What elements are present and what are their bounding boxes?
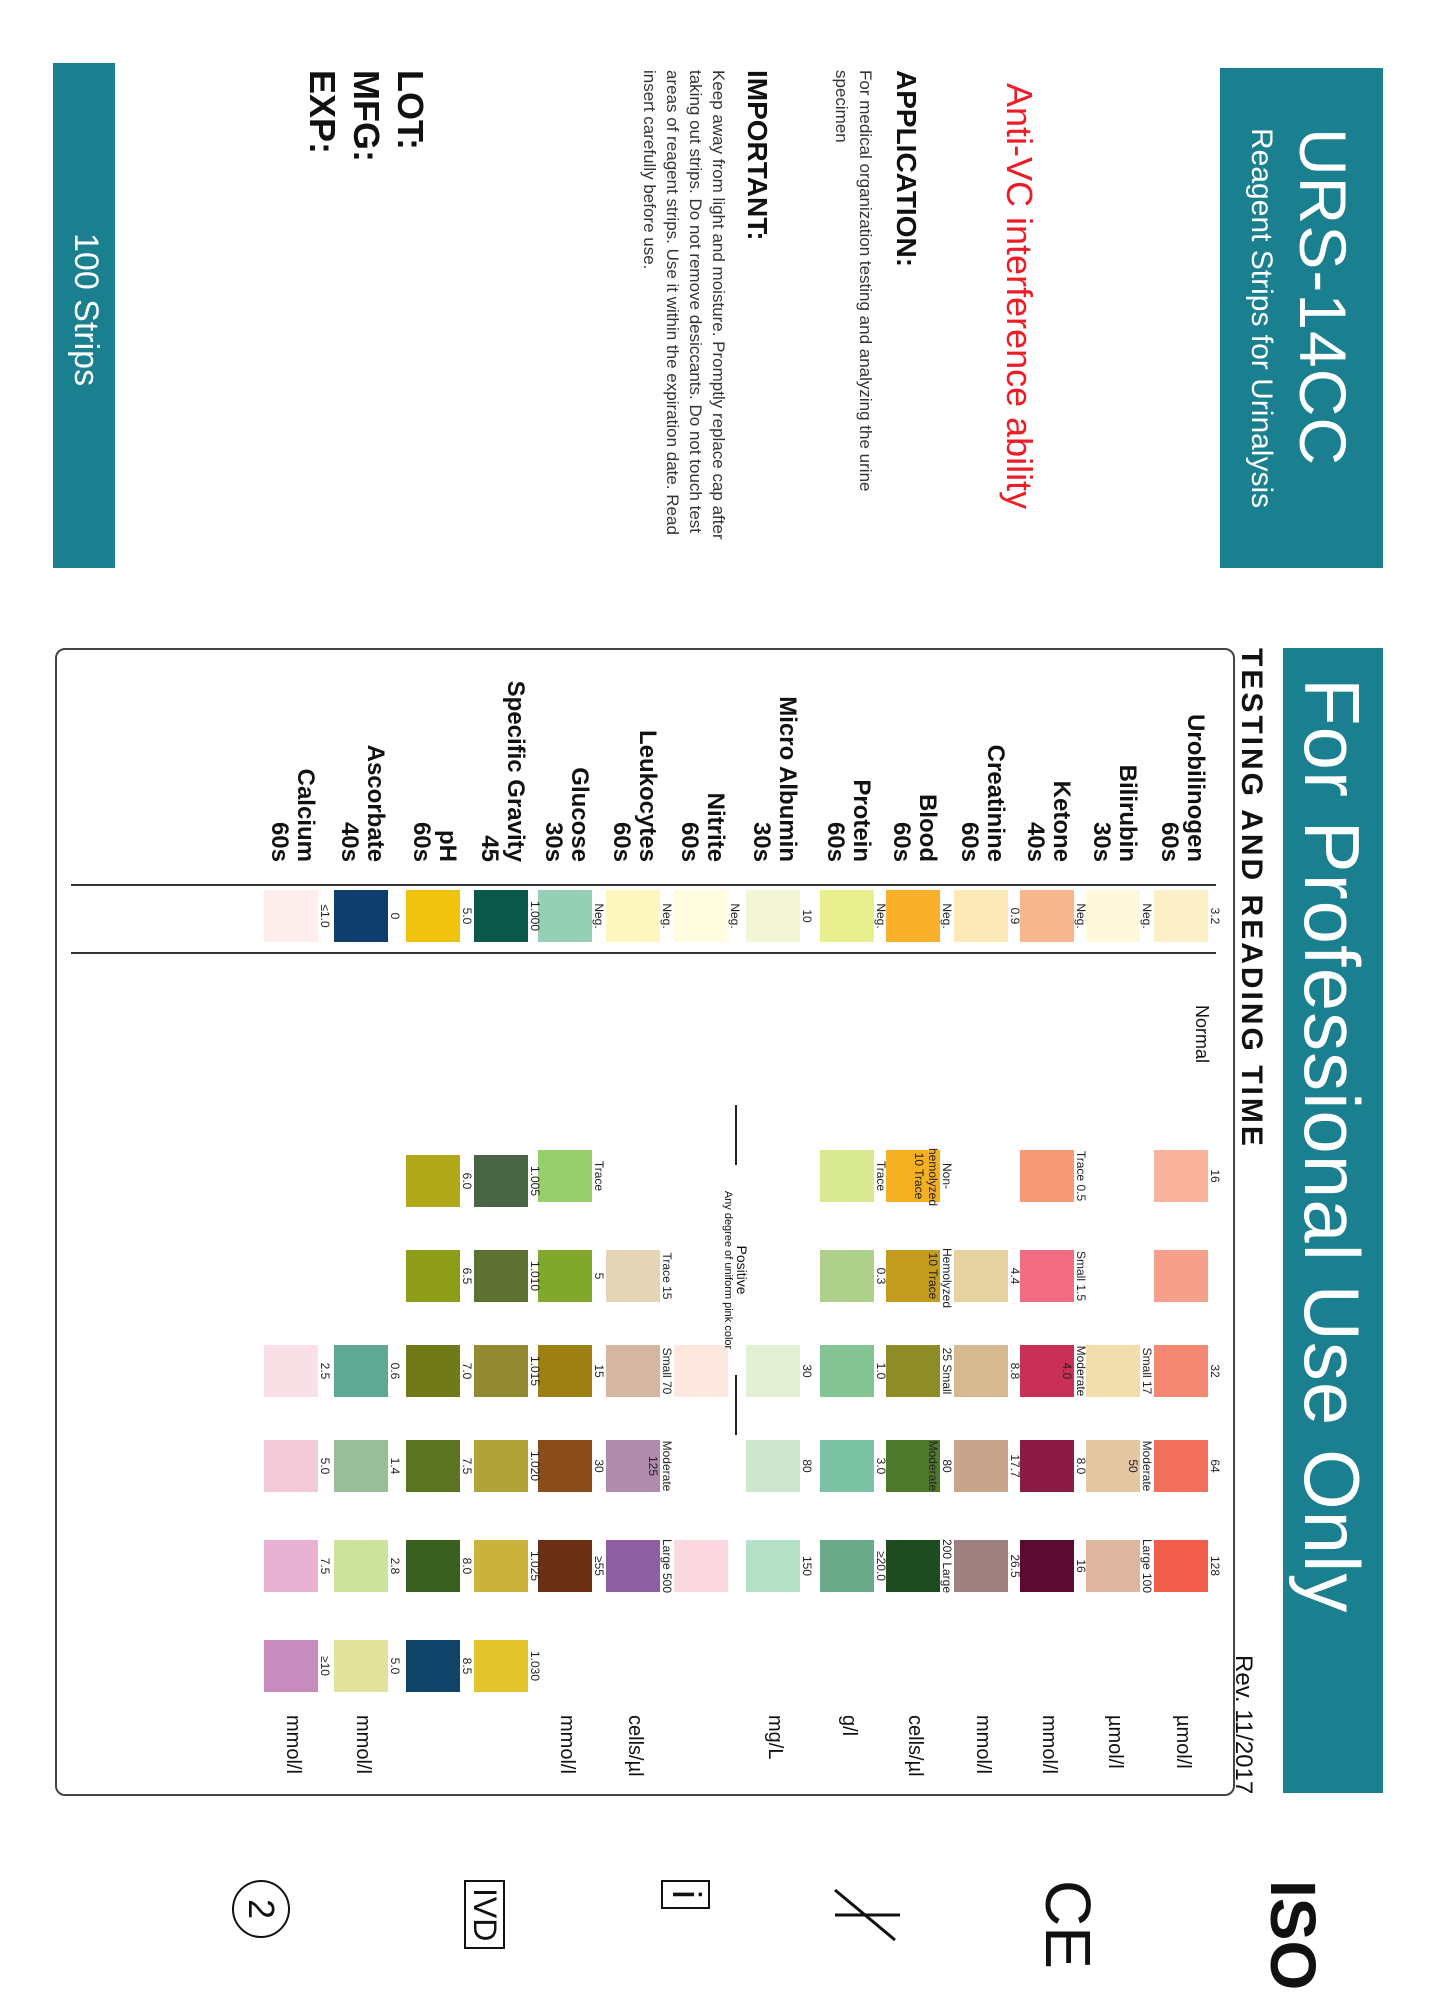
- swatch-value: 1.020: [528, 1450, 542, 1482]
- color-swatch: [674, 1540, 728, 1592]
- color-swatch: [820, 1250, 874, 1302]
- swatch-value: 4.4: [1008, 1267, 1022, 1285]
- swatch-value: 1.025: [528, 1550, 542, 1582]
- swatch-value: 8.0: [460, 1557, 474, 1575]
- swatch-value: 17.7: [1008, 1454, 1022, 1478]
- header-title: For Professional Use Only: [1288, 678, 1376, 1614]
- application-heading: APPLICATION:: [891, 70, 922, 268]
- swatch-value: 5.0: [318, 1457, 332, 1475]
- color-swatch: [406, 890, 460, 942]
- swatch-value: 200 Large: [940, 1538, 954, 1594]
- swatch-value: 1.000: [528, 900, 542, 932]
- color-swatch: [406, 1540, 460, 1592]
- swatch-value: 128: [1208, 1555, 1222, 1577]
- swatch-value: Neg.: [1074, 903, 1088, 929]
- swatch-value: Trace: [874, 1160, 888, 1192]
- positive-range-line: [735, 1105, 737, 1165]
- color-swatch: [1020, 1250, 1074, 1302]
- swatch-value: ≤1.0: [318, 904, 332, 928]
- color-swatch: [954, 1440, 1008, 1492]
- swatch-value: 5.0: [460, 907, 474, 925]
- swatch-value: 8.5: [460, 1657, 474, 1675]
- color-swatch: [954, 1345, 1008, 1397]
- unit-label: mmol/l: [972, 1715, 994, 1774]
- swatch-value: 150: [800, 1555, 814, 1577]
- feature-text: Anti-VC interference ability: [999, 83, 1040, 510]
- exp-label: EXP:: [302, 70, 343, 155]
- color-swatch: [674, 1345, 728, 1397]
- row-name: [608, 662, 660, 862]
- color-swatch: [474, 1155, 528, 1207]
- color-swatch: [538, 1250, 592, 1302]
- row-name: [888, 662, 940, 862]
- color-swatch: [474, 1345, 528, 1397]
- color-swatch: [406, 1345, 460, 1397]
- swatch-value: Trace 15: [660, 1252, 674, 1300]
- swatch-value: 0: [388, 912, 402, 920]
- read-time: 60s: [822, 821, 849, 862]
- unit-label: mmol/l: [282, 1715, 304, 1774]
- analyte-name: Glucose: [566, 767, 593, 862]
- swatch-value: 1.005: [528, 1165, 542, 1197]
- color-swatch: [820, 1440, 874, 1492]
- analyte-name: pH: [434, 830, 461, 862]
- swatch-value: 8.0: [1074, 1457, 1088, 1475]
- color-swatch: [264, 890, 318, 942]
- unit-label: mmol/l: [556, 1715, 578, 1774]
- row-name: [1088, 662, 1140, 862]
- analyte-name: Specific Gravity: [502, 680, 529, 862]
- color-swatch: [264, 1540, 318, 1592]
- row-name: [1022, 662, 1074, 862]
- swatch-value: 1.4: [388, 1457, 402, 1475]
- color-swatch: [538, 1150, 592, 1202]
- swatch-value: Neg.: [592, 903, 606, 929]
- analyte-name: Protein: [848, 779, 875, 862]
- color-swatch: [264, 1345, 318, 1397]
- swatch-value: Large 100: [1140, 1538, 1154, 1594]
- color-swatch: [954, 890, 1008, 942]
- single-use-icon: 2: [232, 1880, 290, 1938]
- unit-label: µmol/l: [1104, 1715, 1126, 1769]
- color-swatch: [474, 1250, 528, 1302]
- color-swatch: [1154, 1150, 1208, 1202]
- positive-note: Any degree of uniform pink color: [722, 1190, 734, 1350]
- swatch-value: Neg.: [728, 903, 742, 929]
- unit-label: mmol/l: [352, 1715, 374, 1774]
- swatch-value: 0.9: [1008, 907, 1022, 925]
- strip-count-box: [53, 63, 115, 568]
- color-swatch: [334, 890, 388, 942]
- temperature-limit-icon: [815, 1880, 915, 1950]
- swatch-value: ≥20.0: [874, 1551, 888, 1581]
- positive-label: Positive: [734, 1245, 750, 1295]
- read-time: 60s: [956, 821, 983, 862]
- swatch-value: 32: [1208, 1364, 1222, 1378]
- color-swatch: [334, 1640, 388, 1692]
- swatch-value: 25 Small: [940, 1347, 954, 1395]
- swatch-value: ≥55: [592, 1556, 606, 1576]
- read-time: 30s: [1088, 821, 1115, 862]
- row-name: [1156, 662, 1208, 862]
- read-time: 45: [476, 835, 503, 862]
- read-time: 60s: [266, 821, 293, 862]
- swatch-value: 5: [592, 1272, 606, 1280]
- color-swatch: [334, 1345, 388, 1397]
- swatch-value: Neg.: [660, 903, 674, 929]
- swatch-value: 2.5: [318, 1362, 332, 1380]
- product-name: URS-14CC: [1286, 128, 1360, 467]
- row-name: [476, 662, 528, 862]
- color-swatch: [746, 890, 800, 942]
- analyte-name: Calcium: [292, 768, 319, 862]
- swatch-value: Moderate 50: [1126, 1440, 1154, 1492]
- swatch-value: Neg.: [874, 903, 888, 929]
- color-swatch: [474, 890, 528, 942]
- strip-count: 100 Strips: [67, 233, 105, 387]
- iso-icon: ISO: [1257, 1880, 1329, 1991]
- row-name: [266, 662, 318, 862]
- swatch-value: 3.2: [1208, 907, 1222, 925]
- swatch-value: Neg.: [940, 903, 954, 929]
- read-time: 40s: [1022, 821, 1049, 862]
- color-swatch: [820, 1345, 874, 1397]
- swatch-value: 7.5: [460, 1457, 474, 1475]
- read-time: 60s: [408, 821, 435, 862]
- color-swatch: [1086, 890, 1140, 942]
- swatch-value: 80: [800, 1459, 814, 1473]
- analyte-name: Ascorbate: [362, 744, 389, 862]
- swatch-value: 1.030: [528, 1650, 542, 1682]
- color-swatch: [954, 1540, 1008, 1592]
- analyte-name: Nitrite: [702, 792, 729, 862]
- swatch-value: Small 17: [1140, 1347, 1154, 1395]
- swatch-value: Large 500: [660, 1538, 674, 1594]
- analyte-name: Bilirubin: [1114, 764, 1141, 862]
- mfg-label: MFG:: [346, 70, 387, 162]
- color-swatch: [1020, 890, 1074, 942]
- color-swatch: [746, 1540, 800, 1592]
- row-name: [676, 662, 728, 862]
- unit-label: cells/µl: [624, 1715, 646, 1777]
- color-swatch: [606, 1345, 660, 1397]
- color-swatch: [886, 1345, 940, 1397]
- read-time: 60s: [676, 821, 703, 862]
- swatch-value: Moderate 4.0: [1060, 1345, 1088, 1397]
- color-swatch: [746, 1345, 800, 1397]
- swatch-value: 0.3: [874, 1267, 888, 1285]
- color-swatch: [538, 1440, 592, 1492]
- swatch-value: 26.5: [1008, 1554, 1022, 1578]
- row-name: [408, 662, 460, 862]
- ivd-icon: IVD: [464, 1880, 505, 1949]
- application-text: For medical organization testing and analyzing the urine specimen: [832, 70, 875, 492]
- color-swatch: [820, 1540, 874, 1592]
- analyte-name: Micro Albumin: [774, 696, 801, 862]
- color-swatch: [406, 1155, 460, 1207]
- product-title-box: [1220, 68, 1383, 568]
- color-swatch: [606, 1250, 660, 1302]
- swatch-value: 8.8: [1008, 1362, 1022, 1380]
- swatch-value: Trace 0.5: [1074, 1150, 1088, 1202]
- color-swatch: [1086, 1345, 1140, 1397]
- swatch-value: 7.0: [460, 1362, 474, 1380]
- swatch-value: 7.5: [318, 1557, 332, 1575]
- analyte-name: Ketone: [1048, 780, 1075, 862]
- testing-reading-time: TESTING AND READING TIME: [1235, 648, 1268, 1149]
- professional-header: [1283, 648, 1383, 1793]
- important-heading: IMPORTANT:: [742, 70, 773, 241]
- analyte-name: Urobilinogen: [1182, 714, 1209, 862]
- swatch-value: 16: [1074, 1559, 1088, 1573]
- important-text: Keep away from light and moisture. Promptly replace cap after taking out strips. Do not remove desiccants. Do not touch test areas of reagent strips. Use it within the expiration date. Read insert carefully before use.: [640, 70, 728, 540]
- swatch-value: ≥10: [318, 1656, 332, 1676]
- swatch-value: 5.0: [388, 1657, 402, 1675]
- swatch-value: 1.0: [874, 1362, 888, 1380]
- color-swatch: [674, 890, 728, 942]
- swatch-value: 64: [1208, 1459, 1222, 1473]
- read-time: 60s: [1156, 821, 1183, 862]
- color-swatch: [1020, 1150, 1074, 1202]
- color-swatch: [746, 1440, 800, 1492]
- color-swatch: [406, 1440, 460, 1492]
- swatch-value: Neg.: [1140, 903, 1154, 929]
- swatch-value: 16: [1208, 1169, 1222, 1183]
- analyte-name: Blood: [914, 794, 941, 862]
- analyte-name: Creatinine: [982, 744, 1009, 862]
- swatch-value: 30: [592, 1459, 606, 1473]
- ce-mark-icon: CE: [1032, 1880, 1104, 1969]
- read-time: 60s: [888, 821, 915, 862]
- swatch-value: 1.010: [528, 1260, 542, 1292]
- unit-label: cells/µl: [904, 1715, 926, 1777]
- row-name: [336, 662, 388, 862]
- color-swatch: [1154, 1250, 1208, 1302]
- swatch-value: Small 1.5: [1074, 1250, 1088, 1302]
- color-swatch: [334, 1540, 388, 1592]
- color-swatch: [474, 1640, 528, 1692]
- swatch-value: 10: [800, 909, 814, 923]
- lot-mfg-exp: [300, 70, 432, 162]
- swatch-value: 30: [800, 1364, 814, 1378]
- color-swatch: [406, 1250, 460, 1302]
- color-swatch: [1020, 1440, 1074, 1492]
- revision: Rev. 11/2017: [1230, 1655, 1257, 1795]
- analyte-name: Leukocytes: [634, 729, 661, 862]
- color-swatch: [954, 1250, 1008, 1302]
- swatch-value: Non-hemolyzed 10 Trace: [912, 1148, 954, 1207]
- swatch-value: 6.0: [460, 1172, 474, 1190]
- positive-range-line: [735, 1375, 737, 1435]
- color-swatch: [1086, 1540, 1140, 1592]
- swatch-value: 1.015: [528, 1355, 542, 1387]
- color-swatch: [606, 1540, 660, 1592]
- row-name: [748, 662, 800, 862]
- read-time: 30s: [540, 821, 567, 862]
- color-swatch: [538, 1345, 592, 1397]
- color-swatch: [1154, 1440, 1208, 1492]
- row-name: [822, 662, 874, 862]
- swatch-value: Small 70: [660, 1347, 674, 1395]
- color-swatch: [820, 890, 874, 942]
- color-swatch: [1154, 1345, 1208, 1397]
- color-swatch: [820, 1150, 874, 1202]
- color-swatch: [538, 1540, 592, 1592]
- swatch-value: Hemolyzed 10 Trace: [926, 1248, 954, 1309]
- unit-label: µmol/l: [1172, 1715, 1194, 1769]
- swatch-value: 0.6: [388, 1362, 402, 1380]
- lot-label: LOT:: [390, 70, 431, 150]
- normal-label: Normal: [1192, 1005, 1212, 1064]
- swatch-value: 6.5: [460, 1267, 474, 1285]
- color-swatch: [1020, 1540, 1074, 1592]
- color-swatch: [406, 1640, 460, 1692]
- instructions-icon: i: [661, 1880, 710, 1909]
- swatch-value: Moderate 125: [646, 1440, 674, 1492]
- unit-label: g/l: [838, 1715, 860, 1737]
- color-swatch: [264, 1640, 318, 1692]
- color-swatch: [886, 1540, 940, 1592]
- row-name: [540, 662, 592, 862]
- row-name: [956, 662, 1008, 862]
- color-swatch: [264, 1440, 318, 1492]
- color-swatch: [606, 890, 660, 942]
- swatch-value: Trace: [592, 1160, 606, 1192]
- color-swatch: [1154, 1540, 1208, 1592]
- color-swatch: [334, 1440, 388, 1492]
- color-swatch: [538, 890, 592, 942]
- color-swatch: [474, 1540, 528, 1592]
- swatch-value: 80 Moderate: [926, 1440, 954, 1492]
- color-swatch: [474, 1440, 528, 1492]
- read-time: 60s: [608, 821, 635, 862]
- product-subtitle: Reagent Strips for Urinalysis: [1245, 128, 1278, 509]
- color-swatch: [1154, 890, 1208, 942]
- unit-label: mmol/l: [1038, 1715, 1060, 1774]
- color-swatch: [886, 890, 940, 942]
- read-time: 30s: [748, 821, 775, 862]
- swatch-value: 3.0: [874, 1457, 888, 1475]
- swatch-value: 2.8: [388, 1557, 402, 1575]
- swatch-value: 15: [592, 1364, 606, 1378]
- unit-label: mg/L: [764, 1715, 786, 1760]
- read-time: 40s: [336, 821, 363, 862]
